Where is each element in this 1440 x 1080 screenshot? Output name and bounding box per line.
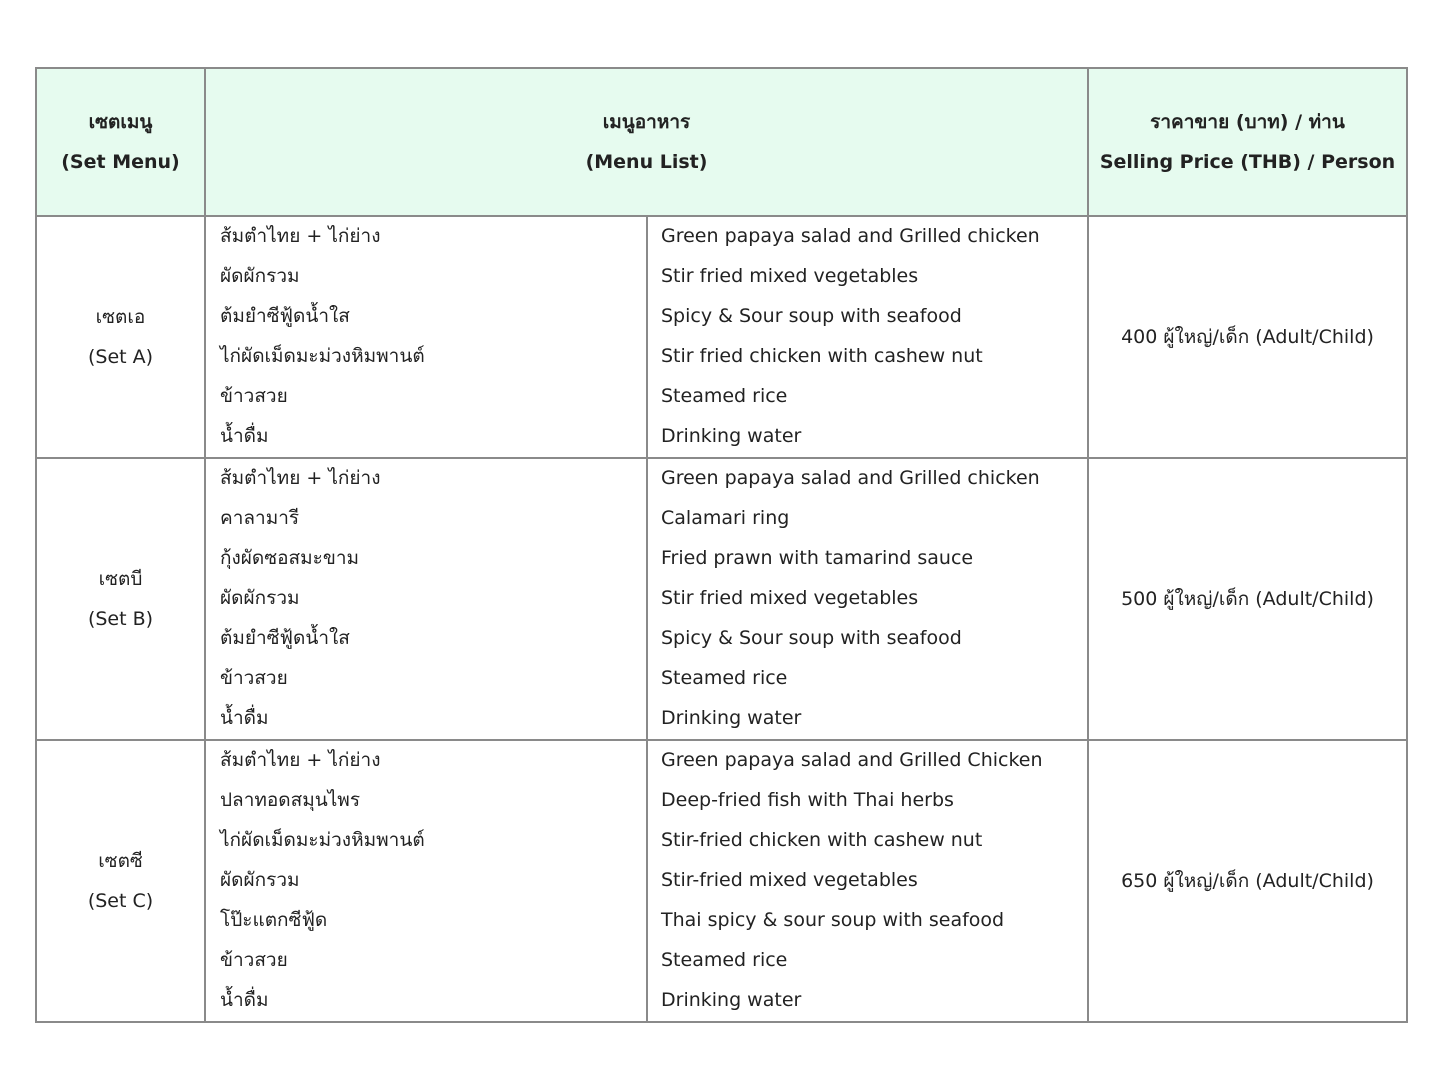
set-name-th: เซตบี (98, 568, 143, 590)
english-item: Stir-fried mixed vegetables (661, 869, 918, 891)
thai-item: ข้าวสวย (220, 385, 288, 407)
set-name-cell (36, 216, 205, 458)
set-name-cell (36, 740, 205, 1022)
set-name-en: (Set C) (87, 890, 154, 912)
thai-item: คาลามารี (220, 507, 300, 529)
english-item: Steamed rice (661, 949, 788, 971)
thai-items-cell (205, 458, 647, 740)
header-menu-list-th: เมนูอาหาร (602, 111, 691, 133)
thai-item: ส้มตำไทย + ไก่ย่าง (220, 467, 381, 489)
english-item: Deep-fried fish with Thai herbs (661, 789, 954, 811)
table-header-row (36, 68, 1407, 216)
set-name-en: (Set B) (87, 608, 154, 630)
set-name-th: เซตเอ (95, 306, 146, 328)
thai-item: ไก่ผัดเม็ดมะม่วงหิมพานต์ (220, 829, 425, 851)
thai-item: ผัดผักรวม (220, 265, 300, 287)
english-item: Green papaya salad and Grilled chicken (661, 225, 1040, 247)
english-item: Green papaya salad and Grilled chicken (661, 467, 1040, 489)
price-cell: 650 ผู้ใหญ่/เด็ก (Adult/Child) (1088, 740, 1407, 1022)
thai-items-cell (205, 740, 647, 1022)
english-item: Stir fried mixed vegetables (661, 265, 919, 287)
thai-item: ส้มตำไทย + ไก่ย่าง (220, 225, 381, 247)
english-item: Drinking water (661, 707, 802, 729)
english-item: Stir fried chicken with cashew nut (661, 345, 983, 367)
english-item: Drinking water (661, 989, 802, 1011)
set-name-en: (Set A) (87, 346, 154, 368)
english-item: Fried prawn with tamarind sauce (661, 547, 974, 569)
thai-item: ปลาทอดสมุนไพร (220, 789, 361, 811)
english-item: Stir fried mixed vegetables (661, 587, 919, 609)
thai-item: ส้มตำไทย + ไก่ย่าง (220, 749, 381, 771)
thai-item: ต้มยำซีฟู้ดน้ำใส (220, 305, 350, 327)
table-row-set-b (36, 458, 1407, 740)
english-item: Green papaya salad and Grilled Chicken (661, 749, 1043, 771)
price-cell: 500 ผู้ใหญ่/เด็ก (Adult/Child) (1088, 458, 1407, 740)
thai-item: กุ้งผัดซอสมะขาม (220, 547, 360, 569)
thai-item: น้ำดื่ม (220, 989, 269, 1011)
set-name-cell (36, 458, 205, 740)
thai-item: ข้าวสวย (220, 667, 288, 689)
english-item: Spicy & Sour soup with seafood (661, 305, 962, 327)
thai-item: ต้มยำซีฟู้ดน้ำใส (220, 627, 350, 649)
price-cell: 400 ผู้ใหญ่/เด็ก (Adult/Child) (1088, 216, 1407, 458)
header-price (1088, 68, 1407, 216)
set-menu-table (35, 67, 1408, 1023)
header-price-en: Selling Price (THB) / Person (1099, 151, 1396, 173)
thai-item: ผัดผักรวม (220, 869, 300, 891)
thai-item: น้ำดื่ม (220, 425, 269, 447)
table-row-set-a (36, 216, 1407, 458)
header-set-menu-th: เซตเมนู (88, 111, 153, 133)
english-item: Stir-fried chicken with cashew nut (661, 829, 983, 851)
english-items-cell (647, 740, 1088, 1022)
thai-item: น้ำดื่ม (220, 707, 269, 729)
thai-item: ไก่ผัดเม็ดมะม่วงหิมพานต์ (220, 345, 425, 367)
thai-item: ผัดผักรวม (220, 587, 300, 609)
header-menu-list (205, 68, 1088, 216)
english-item: Spicy & Sour soup with seafood (661, 627, 962, 649)
set-name-th: เซตซี (98, 850, 143, 872)
english-items-cell (647, 458, 1088, 740)
english-item: Steamed rice (661, 385, 788, 407)
english-item: Steamed rice (661, 667, 788, 689)
header-set-menu (36, 68, 205, 216)
english-item: Calamari ring (661, 507, 790, 529)
thai-items-cell (205, 216, 647, 458)
thai-item: ข้าวสวย (220, 949, 288, 971)
english-item: Drinking water (661, 425, 802, 447)
table-row-set-c (36, 740, 1407, 1022)
english-item: Thai spicy & sour soup with seafood (661, 909, 1005, 931)
header-set-menu-en: (Set Menu) (61, 151, 180, 173)
header-menu-list-en: (Menu List) (585, 151, 708, 173)
thai-item: โป๊ะแตกซีฟู้ด (220, 909, 328, 931)
english-items-cell (647, 216, 1088, 458)
header-price-th: ราคาขาย (บาท) / ท่าน (1150, 111, 1345, 133)
